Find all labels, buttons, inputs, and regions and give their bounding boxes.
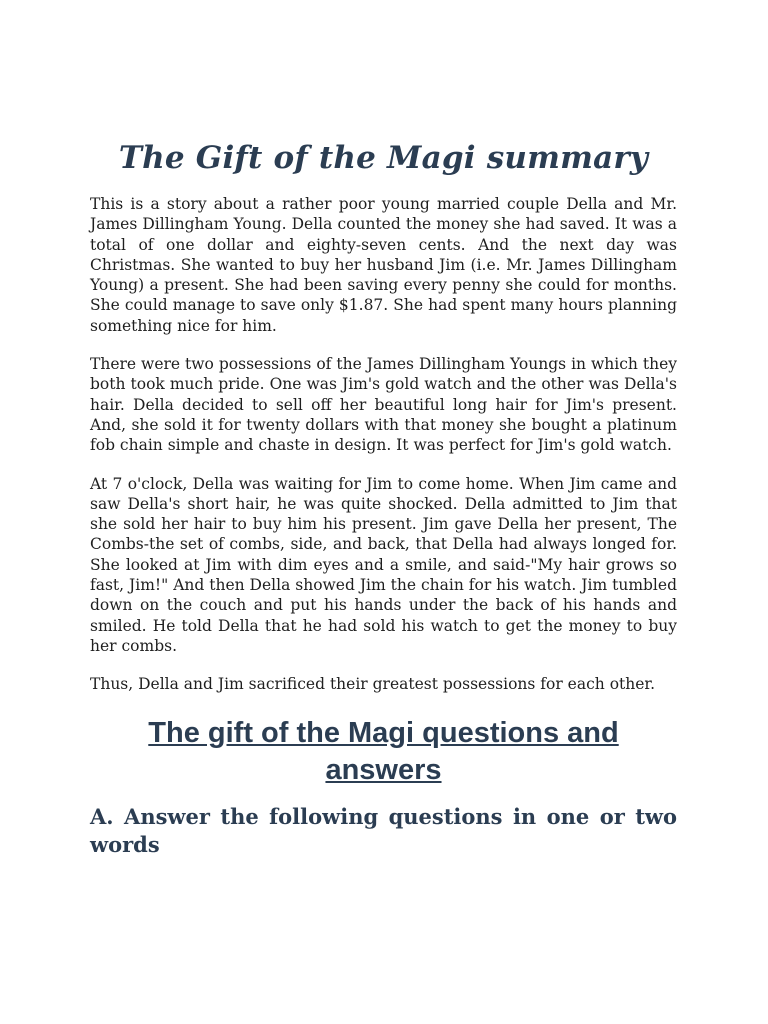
- summary-paragraph-2: There were two possessions of the James Dillingham Youngs in which they both took much pride. One was Jim's gold watch and the other was Della's hair. Della decided to sell off her beautiful long hair for Jim's present. And, she sold it for twenty dollars with that money she bought a platinum fob chain simple and chaste in design. It was perfect for Jim's gold watch.: [90, 355, 677, 455]
- qa-heading: The gift of the Magi questions and answers: [148, 716, 619, 786]
- section-a-heading: A. Answer the following questions in one or two words: [90, 803, 677, 857]
- document-page: [90, 138, 677, 859]
- summary-paragraph-3: At 7 o'clock, Della was waiting for Jim to come home. When Jim came and saw Della's short hair, he was quite shocked. Della admitted to Jim that she sold her hair to buy him his present. Jim gave Della her present, The Combs-the set of combs, side, and back, that Della had always longed for. She looked at Jim with dim eyes and a smile, and said-"My hair grows so fast, Jim!" And then Della showed Jim the chain for his watch. Jim tumbled down on the couch and put his hands under the back of his hands and smiled. He told Della that he had sold his watch to get the money to buy her combs.: [90, 474, 677, 655]
- summary-paragraph-1: This is a story about a rather poor young married couple Della and Mr. James Dillingham Young. Della counted the money she had saved. It was a total of one dollar and eighty-seven cents. And the next day was Christmas. She wanted to buy her husband Jim (i.e. Mr. James Dillingham Young) a present. She had been saving every penny she could for months. She could manage to save only $1.87. She had spent many hours planning something nice for him.: [90, 195, 677, 335]
- page-title: The Gift of the Magi summary: [118, 140, 649, 176]
- summary-paragraph-4: Thus, Della and Jim sacrificed their greatest possessions for each other.: [90, 675, 656, 694]
